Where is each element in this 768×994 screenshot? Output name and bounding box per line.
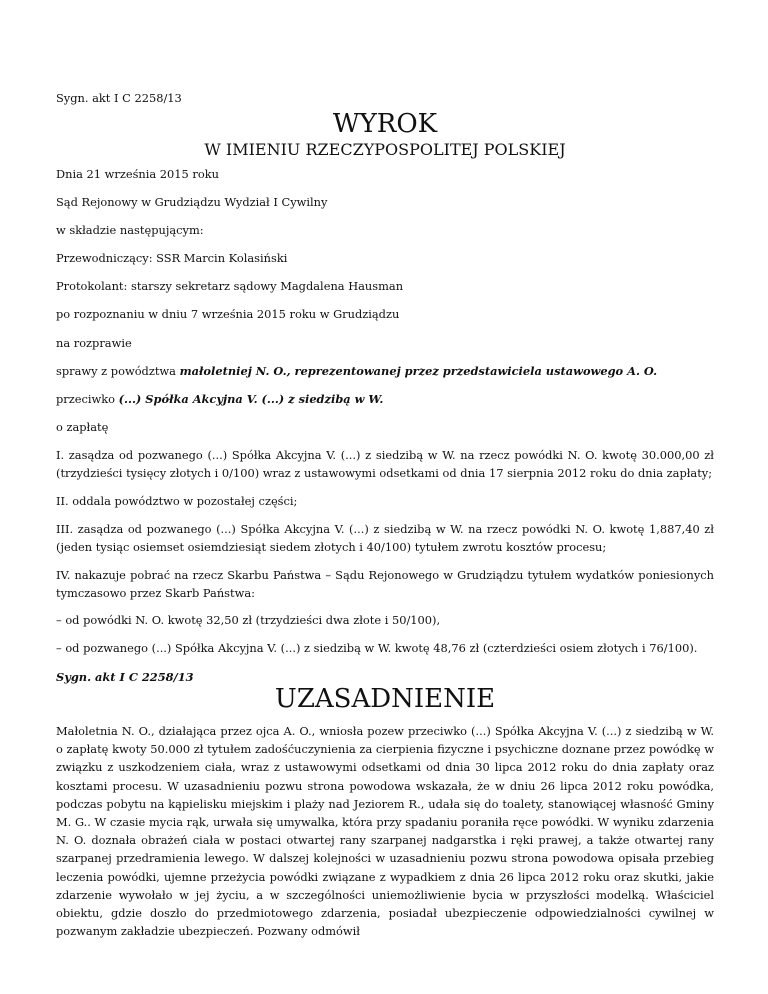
justification-title: UZASADNIENIE <box>274 684 496 714</box>
claimant-line <box>56 363 714 380</box>
ruling-point-4a: – od powódki N. O. kwotę 32,50 zł (trzydzieści dwa złote i 50/100), <box>56 613 441 627</box>
defendant-prefix: przeciwko <box>56 392 119 406</box>
ruling-point-4b: – od pozwanego (...) Spółka Akcyjna V. (...) z siedzibą w W. kwotę 48,76 zł (czterdzieści osiem złotych i 76/100). <box>56 641 698 655</box>
hearing-type-line: na rozprawie <box>56 336 132 350</box>
court-line: Sąd Rejonowy w Grudziądzu Wydział I Cywilny <box>56 195 328 209</box>
justification-paragraph: Małoletnia N. O., działająca przez ojca A. O., wniosła pozew przeciwko (...) Spółka Akcyjna V. (...) z siedzibą w W. o zapłatę kwoty 50.000 zł tytułem zadośćuczynienia za cierpienia fizyczne i psychiczne doznane przez powódkę w związku z uszkodzeniem ciała, wraz z ustawowymi odsetkami od dnia 30 lipca 2012 roku do dnia zapłaty oraz kosztami procesu. W uzasadnieniu pozwu strona powodowa wskazała, że w dniu 26 lipca 2012 roku powódka, podczas pobytu na kąpielisku miejskim i plaży nad Jeziorem R., udała się do toalety, stanowiącej własność Gminy M. G.. W czasie mycia rąk, urwała się umywalka, która przy spadaniu poraniła ręce powódki. W wyniku zdarzenia N. O. doznała obrażeń ciała w postaci otwartej rany szarpanej nadgarstka i ręki prawej, a także otwartej rany szarpanej przedramienia lewego. W dalszej kolejności w uzasadnieniu pozwu strona powodowa opisała przebieg leczenia powódki, ujemne przeżycia powódki związane z wypadkiem z dnia 26 lipca 2012 roku oraz skutki, jakie zdarzenie wywołało w jej życiu, a w szczególności uniemożliwienie bycia w przyszłości modelką. Właściciel obiektu, gdzie doszło do przedmiotowego zdarzenia, posiadał ubezpieczenie odpowiedzialności cywilnej w pozwanym zakładzie ubezpieczeń. Pozwany odmówił <box>56 724 714 939</box>
judgment-title: WYROK <box>332 109 438 139</box>
subject-line: o zapłatę <box>56 420 109 434</box>
ruling-point-4: IV. nakazuje pobrać na rzecz Skarbu Państwa – Sądu Rejonowego w Grudziądzu tytułem wydatków poniesionych tymczasowo przez Skarb Państwa: <box>56 568 714 600</box>
recorder-line: Protokolant: starszy sekretarz sądowy Magdalena Hausman <box>56 279 404 293</box>
ruling-point-3: III. zasądza od pozwanego (...) Spółka Akcyjna V. (...) z siedzibą w W. na rzecz powódki N. O. kwotę 1,887,40 zł (jeden tysiąc osiemset osiemdziesiąt siedem złotych i 40/100) tytułem zwrotu kosztów procesu; <box>56 522 714 554</box>
defendant-name: (...) Spółka Akcyjna V. (...) z siedzibą w W. <box>118 392 384 406</box>
justification-case-reference: Sygn. akt I C 2258/13 <box>56 670 194 684</box>
ruling-point-2: II. oddala powództwo w pozostałej części; <box>56 494 298 508</box>
presiding-judge-line: Przewodniczący: SSR Marcin Kolasiński <box>56 251 288 265</box>
hearing-date-line: po rozpoznaniu w dniu 7 września 2015 roku w Grudziądzu <box>56 307 400 321</box>
defendant-line <box>56 391 714 408</box>
judgment-subtitle: W IMIENIU RZECZYPOSPOLITEJ POLSKIEJ <box>204 140 566 159</box>
date-line: Dnia 21 września 2015 roku <box>56 167 219 181</box>
composition-line: w składzie następującym: <box>56 223 204 237</box>
ruling-point-1: I. zasądza od pozwanego (...) Spółka Akcyjna V. (...) z siedzibą w W. na rzecz powódki N. O. kwotę 30.000,00 zł (trzydzieści tysięcy złotych i 0/100) wraz z ustawowymi odsetkami od dnia 17 sierpnia 2012 roku do dnia zapłaty; <box>56 448 714 480</box>
case-reference: Sygn. akt I C 2258/13 <box>56 91 182 105</box>
claimant-name: małoletniej N. O., reprezentowanej przez przedstawiciela ustawowego A. O. <box>179 364 658 378</box>
claimant-prefix: sprawy z powództwa <box>56 364 180 378</box>
